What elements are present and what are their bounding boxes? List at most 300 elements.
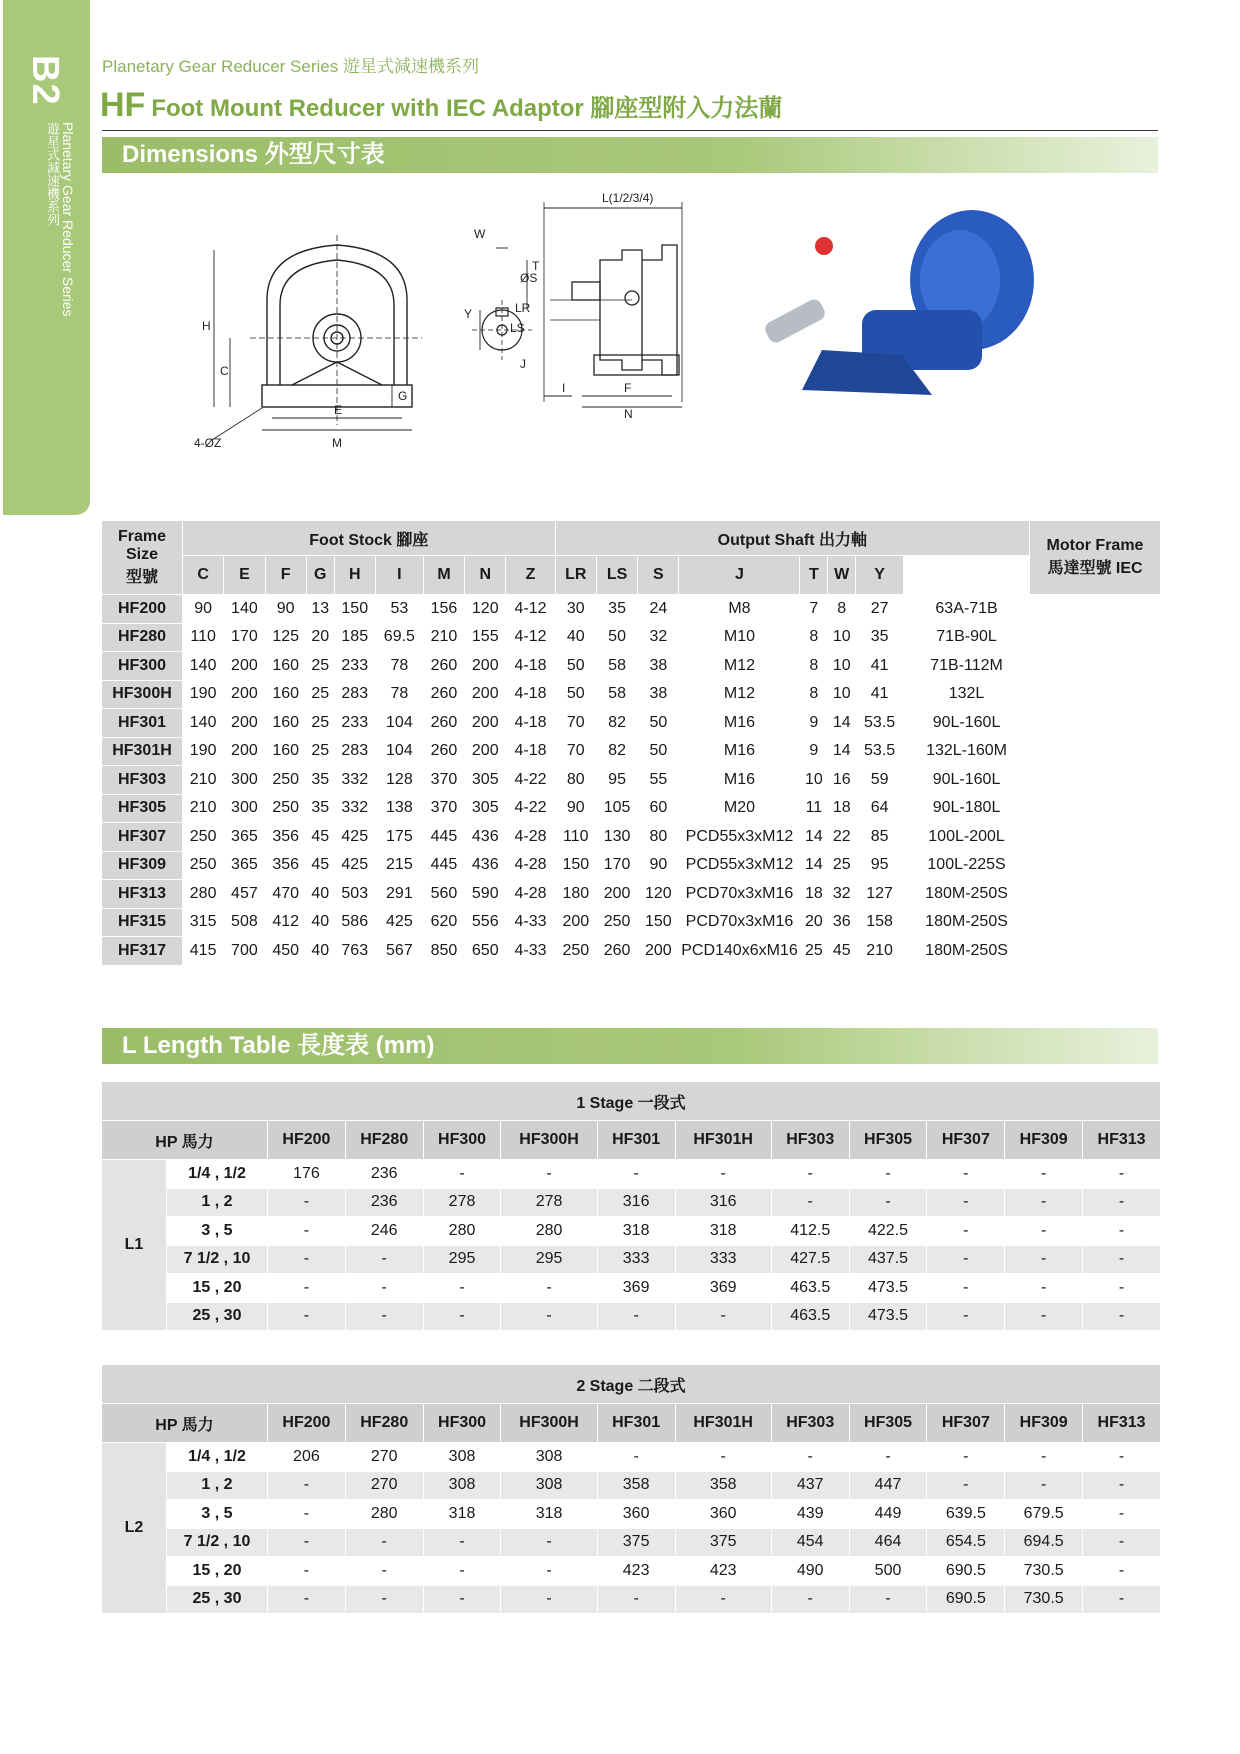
frame-col-header: HF300H [501,1404,596,1442]
dimension-cell: 82 [597,738,637,766]
dimension-cell: M16 [679,709,799,737]
length-row [102,1472,1160,1500]
length-value-cell: - [1083,1303,1160,1331]
dimension-cell: 140 [224,595,264,623]
length-value-cell: - [1083,1500,1160,1528]
length-value-cell: 318 [424,1500,501,1528]
dim-col-header: C [183,556,223,594]
dimension-cell: 70 [556,738,596,766]
dimension-cell: M12 [679,652,799,680]
length-value-cell: - [1005,1303,1082,1331]
dimension-cell: 156 [424,595,464,623]
length-value-cell: 437 [772,1472,849,1500]
dimension-cell: 78 [376,652,423,680]
dimension-cell: 190 [183,681,223,709]
length-value-cell: 308 [424,1443,501,1471]
frame-size-cell: HF301 [102,709,182,737]
length-value-cell: - [424,1160,501,1188]
length-value-cell: - [1005,1472,1082,1500]
dimension-cell: 14 [800,823,827,851]
page-title-prefix: HF [100,86,146,124]
length-value-cell: - [268,1246,345,1274]
dimension-cell: 503 [335,880,375,908]
frame-size-cell: HF300H [102,681,182,709]
dim-label-G: G [398,389,408,403]
dimension-cell: 20 [800,909,827,937]
dimension-cell: 63A-71B [904,595,1029,623]
reducer-product-image [762,210,1034,395]
dimension-cell: 200 [224,738,264,766]
dimension-cell: 250 [556,937,596,965]
dimension-cell: 127 [856,880,903,908]
frame-size-cell: HF280 [102,624,182,652]
dimension-cell: 160 [266,652,306,680]
length-value-cell: - [1005,1217,1082,1245]
length-value-cell: - [1083,1472,1160,1500]
dimension-cell: 110 [183,624,223,652]
length-section-bar: L Length Table 長度表 (mm) [102,1028,1158,1064]
dimension-cell: 4-12 [506,624,554,652]
length-value-cell: - [1083,1217,1160,1245]
dimension-cell: 200 [224,652,264,680]
dimension-cell: 22 [828,823,855,851]
length-value-cell: - [268,1557,345,1585]
length-value-cell: 270 [346,1443,423,1471]
length-value-cell: - [927,1443,1004,1471]
length-value-cell: - [772,1586,849,1614]
dimension-cell: 215 [376,852,423,880]
dimensions-row [102,681,1160,709]
dimension-cell: 25 [307,709,334,737]
dimension-cell: 4-28 [506,823,554,851]
dimension-cell: PCD55x3xM12 [679,823,799,851]
dimension-cell: PCD70x3xM16 [679,880,799,908]
dimension-cell: 53.5 [856,709,903,737]
dim-col-header: M [424,556,464,594]
length-value-cell: - [501,1529,596,1557]
dimension-cell: 436 [465,823,505,851]
dimension-cell: 90 [266,595,306,623]
length-value-cell: 358 [598,1472,675,1500]
dimension-cell: 11 [800,795,827,823]
length-value-cell: - [676,1303,771,1331]
dim-col-header: H [335,556,375,594]
length-value-cell: 308 [501,1443,596,1471]
length-table-stage-1 [101,1081,1161,1331]
dim-col-header: LR [556,556,596,594]
length-value-cell: 280 [346,1500,423,1528]
length-value-cell: - [424,1557,501,1585]
dimension-cell: 412 [266,909,306,937]
dimension-cell: 200 [224,681,264,709]
side-view-labels [510,191,653,421]
length-value-cell: 369 [676,1274,771,1302]
length-row [102,1189,1160,1217]
length-value-cell: 318 [598,1217,675,1245]
dim-col-header: F [266,556,306,594]
dimension-cell: 200 [556,909,596,937]
dimension-cell: 4-22 [506,795,554,823]
length-value-cell: 375 [676,1529,771,1557]
dimension-cell: 365 [224,852,264,880]
dim-label-4Z: 4-ØZ [194,436,222,450]
length-value-cell: - [501,1586,596,1614]
dim-col-header: J [679,556,799,594]
frame-size-cell: HF305 [102,795,182,823]
dimension-cell: 14 [800,852,827,880]
dimension-cell: 120 [465,595,505,623]
length-value-cell: 206 [268,1443,345,1471]
length-value-cell: 694.5 [1005,1529,1082,1557]
length-value-cell: 500 [850,1557,927,1585]
length-value-cell: 308 [424,1472,501,1500]
length-value-cell: - [598,1443,675,1471]
dimension-cell: 260 [424,709,464,737]
length-value-cell: 427.5 [772,1246,849,1274]
length-value-cell: 270 [346,1472,423,1500]
length-value-cell: - [1005,1443,1082,1471]
length-value-cell: - [598,1586,675,1614]
dimension-cell: 10 [828,624,855,652]
dimension-cell: 55 [638,766,678,794]
dimension-cell: 53 [376,595,423,623]
dimension-cell: 80 [556,766,596,794]
side-view-drawing [544,202,682,407]
length-value-cell: 447 [850,1472,927,1500]
length-value-cell: 280 [501,1217,596,1245]
dimension-cell: 85 [856,823,903,851]
length-value-cell: - [424,1529,501,1557]
dimension-cell: 200 [465,681,505,709]
length-value-cell: 473.5 [850,1303,927,1331]
length-row [102,1217,1160,1245]
dimension-cell: 140 [183,709,223,737]
dimension-cell: 41 [856,652,903,680]
dimension-cell: 130 [597,823,637,851]
length-value-cell: - [1005,1274,1082,1302]
dim-label-L: L(1/2/3/4) [602,191,654,205]
dim-label-E: E [334,403,343,417]
dimension-cell: 283 [335,681,375,709]
length-value-cell: - [346,1557,423,1585]
length-value-cell: - [927,1472,1004,1500]
length-value-cell: 422.5 [850,1217,927,1245]
hp-header: HP 馬力 [102,1404,267,1442]
dimension-cell: 25 [307,681,334,709]
dimension-cell: 50 [556,681,596,709]
technical-drawings [102,190,1158,475]
frame-col-header: HF301H [676,1121,771,1159]
length-value-cell: - [1083,1274,1160,1302]
dimension-cell: 180 [556,880,596,908]
chapter-series-en: Planetary Gear Reducer Series [60,122,76,317]
dimension-cell: 200 [597,880,637,908]
frame-col-header: HF280 [346,1404,423,1442]
length-value-cell: - [424,1303,501,1331]
dim-label-N: N [624,407,633,421]
hp-value-cell: 7 1/2 , 10 [167,1529,267,1557]
dimension-cell: 7 [800,595,827,623]
dimension-cell: 40 [556,624,596,652]
length-value-cell: - [268,1274,345,1302]
dimension-cell: 30 [556,595,596,623]
length-row [102,1586,1160,1614]
dimension-cell: 332 [335,766,375,794]
dimension-cell: 100L-200L [904,823,1029,851]
frame-size-cell: HF309 [102,852,182,880]
length-value-cell: 464 [850,1529,927,1557]
dimension-cell: 4-18 [506,652,554,680]
dimension-cell: 425 [335,852,375,880]
length-value-cell: - [424,1274,501,1302]
dimension-cell: 40 [307,880,334,908]
dimension-cell: 50 [638,709,678,737]
frame-col-header: HF280 [346,1121,423,1159]
dimension-cell: 450 [266,937,306,965]
dimension-cell: 4-33 [506,909,554,937]
frame-size-cell: HF315 [102,909,182,937]
hp-value-cell: 1/4 , 1/2 [167,1443,267,1471]
foot-stock-header: Foot Stock 腳座 [183,521,555,555]
dimension-cell: 300 [224,795,264,823]
dimension-cell: 45 [307,852,334,880]
frame-col-header: HF305 [850,1121,927,1159]
length-value-cell: - [268,1189,345,1217]
length-value-cell: 375 [598,1529,675,1557]
length-value-cell: 679.5 [1005,1500,1082,1528]
length-value-cell: - [346,1274,423,1302]
frame-size-cell: HF200 [102,595,182,623]
dim-label-LS: LS [510,321,525,335]
dim-col-header: N [465,556,505,594]
dimension-cell: 250 [266,766,306,794]
length-value-cell: 316 [676,1189,771,1217]
length-value-cell: - [268,1500,345,1528]
dimensions-column-headers [102,556,1160,594]
chapter-tab [3,0,90,515]
dim-label-J: J [520,357,526,371]
dimension-cell: 210 [424,624,464,652]
dimension-cell: 38 [638,681,678,709]
dimension-cell: 16 [828,766,855,794]
length-value-cell: - [927,1217,1004,1245]
dim-label-H: H [202,319,211,333]
hp-value-cell: 3 , 5 [167,1500,267,1528]
dimension-cell: M10 [679,624,799,652]
dimension-cell: 25 [307,738,334,766]
dimension-cell: 210 [856,937,903,965]
dimension-cell: 200 [465,652,505,680]
dimension-cell: 25 [307,652,334,680]
dimension-cell: 24 [638,595,678,623]
length-value-cell: 463.5 [772,1274,849,1302]
dimension-cell: 200 [465,709,505,737]
dimension-cell: 250 [597,909,637,937]
frame-col-header: HF301 [598,1121,675,1159]
dimension-cell: 13 [307,595,334,623]
title-divider [102,130,1158,131]
length-value-cell: - [1083,1586,1160,1614]
dimension-cell: 620 [424,909,464,937]
dimension-cell: 59 [856,766,903,794]
dimension-cell: 315 [183,909,223,937]
hp-value-cell: 1 , 2 [167,1472,267,1500]
dimension-cell: 95 [597,766,637,794]
dimension-cell: 53.5 [856,738,903,766]
hp-value-cell: 15 , 20 [167,1557,267,1585]
dimension-cell: 38 [638,652,678,680]
dimension-cell: 250 [183,823,223,851]
length-value-cell: 423 [676,1557,771,1585]
dimension-cell: 180M-250S [904,880,1029,908]
dimension-cell: 80 [638,823,678,851]
dimension-cell: 180M-250S [904,909,1029,937]
dimension-cell: 128 [376,766,423,794]
length-value-cell: 358 [676,1472,771,1500]
dimension-cell: 155 [465,624,505,652]
dimension-cell: 90L-180L [904,795,1029,823]
dimension-cell: 4-28 [506,880,554,908]
length-value-cell: - [1005,1160,1082,1188]
length-value-cell: - [598,1303,675,1331]
dimension-cell: 18 [828,795,855,823]
output-shaft-header: Output Shaft 出力軸 [556,521,1029,555]
length-value-cell: 308 [501,1472,596,1500]
dimension-cell: 25 [828,852,855,880]
dimension-cell: 90 [556,795,596,823]
dimension-cell: 590 [465,880,505,908]
dimension-cell: 9 [800,738,827,766]
dimensions-row [102,880,1160,908]
dimension-cell: 457 [224,880,264,908]
length-row [102,1274,1160,1302]
dimension-cell: 14 [828,709,855,737]
dimension-cell: M20 [679,795,799,823]
dimension-cell: 4-18 [506,709,554,737]
dimension-cell: 64 [856,795,903,823]
length-value-cell: 318 [501,1500,596,1528]
length-value-cell: - [676,1160,771,1188]
length-value-cell: 236 [346,1189,423,1217]
dim-label-S: ØS [520,271,538,285]
dimension-cell: 586 [335,909,375,937]
motor-frame-line-2: 馬達型號 IEC [1047,560,1143,577]
length-value-cell: 246 [346,1217,423,1245]
dimensions-row [102,624,1160,652]
stage-header: 1 Stage 一段式 [102,1082,1160,1120]
dimension-cell: 425 [376,909,423,937]
dimension-cell: 58 [597,652,637,680]
length-value-cell: - [1083,1160,1160,1188]
length-value-cell: 490 [772,1557,849,1585]
dimension-cell: 10 [828,652,855,680]
dimension-cell: 35 [597,595,637,623]
dimension-cell: 132L-160M [904,738,1029,766]
dimensions-row [102,652,1160,680]
dimension-cell: 160 [266,681,306,709]
length-value-cell: - [772,1160,849,1188]
dim-col-header: E [224,556,264,594]
dimension-cell: 370 [424,766,464,794]
dimension-cell: M16 [679,738,799,766]
dimension-cell: 200 [465,738,505,766]
frame-col-header: HF300H [501,1121,596,1159]
dimension-cell: 4-18 [506,738,554,766]
dimension-cell: 110 [556,823,596,851]
dimension-cell: 365 [224,823,264,851]
dim-col-header: S [638,556,678,594]
motor-frame-header [1030,521,1160,594]
frame-size-cell: HF317 [102,937,182,965]
dimension-cell: 190 [183,738,223,766]
dim-label-Y: Y [464,307,473,321]
length-value-cell: - [501,1303,596,1331]
length-value-cell: 449 [850,1500,927,1528]
dimension-cell: 132L [904,681,1029,709]
dimension-cell: M16 [679,766,799,794]
dimension-cell: 45 [828,937,855,965]
dimensions-section-bar: Dimensions 外型尺寸表 [102,137,1158,173]
dimension-cell: 170 [224,624,264,652]
dimension-cell: 27 [856,595,903,623]
dimension-cell: 90 [638,852,678,880]
dimension-cell: 100L-225S [904,852,1029,880]
dimension-cell: 370 [424,795,464,823]
dimensions-table-body [102,595,1160,965]
hp-value-cell: 7 1/2 , 10 [167,1246,267,1274]
dimension-cell: 250 [266,795,306,823]
dimension-cell: 35 [307,766,334,794]
frame-col-header: HF307 [927,1121,1004,1159]
dimensions-row [102,823,1160,851]
dim-label-I: I [562,381,566,395]
dim-label-LR: LR [515,301,531,315]
dimension-cell: 25 [800,937,827,965]
dimensions-table [101,520,1161,966]
dimension-cell: 90L-160L [904,709,1029,737]
length-value-cell: 369 [598,1274,675,1302]
dimension-cell: 105 [597,795,637,823]
frame-col-header: HF303 [772,1121,849,1159]
length-value-cell: - [501,1160,596,1188]
dimensions-row [102,937,1160,965]
dimension-cell: 260 [597,937,637,965]
frame-size-cell: HF307 [102,823,182,851]
stage-header: 2 Stage 二段式 [102,1365,1160,1403]
frame-col-header: HF301H [676,1404,771,1442]
dimension-cell: 71B-90L [904,624,1029,652]
dim-col-header: Z [506,556,554,594]
page-title-text: Foot Mount Reducer with IEC Adaptor 腳座型附入力法蘭 [151,95,783,122]
length-value-cell: 295 [501,1246,596,1274]
hp-value-cell: 25 , 30 [167,1586,267,1614]
dimension-cell: PCD140x6xM16 [679,937,799,965]
dimension-cell: 332 [335,795,375,823]
length-value-cell: - [268,1586,345,1614]
dim-label-W: W [474,227,486,241]
dimension-cell: 415 [183,937,223,965]
length-value-cell: 316 [598,1189,675,1217]
dimensions-row [102,766,1160,794]
length-value-cell: 176 [268,1160,345,1188]
dimension-cell: 10 [800,766,827,794]
dimension-cell: 291 [376,880,423,908]
dimension-cell: 50 [638,738,678,766]
dimension-cell: 233 [335,652,375,680]
hp-value-cell: 25 , 30 [167,1303,267,1331]
dimension-cell: 356 [266,852,306,880]
length-value-cell: - [927,1189,1004,1217]
